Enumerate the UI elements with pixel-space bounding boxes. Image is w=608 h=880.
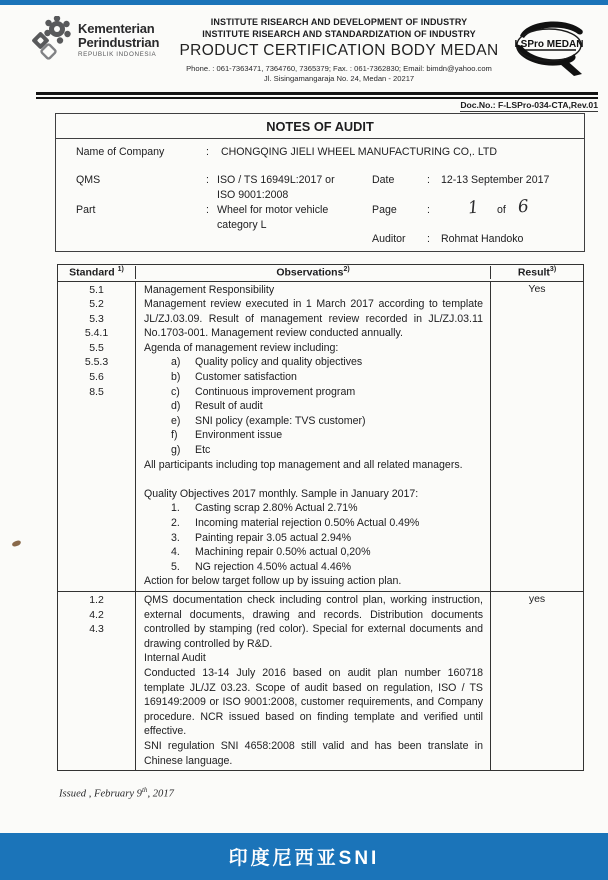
bottom-banner	[0, 833, 608, 880]
page-label: Page	[372, 204, 397, 216]
observations-cell	[135, 282, 491, 591]
objective-item: 1. Casting scrap 2.80% Actual 2.71%	[171, 502, 358, 515]
ministry-line2: Perindustrian	[78, 35, 160, 50]
ministry-logo-block	[30, 12, 170, 69]
auditor-value: Rohmat Handoko	[441, 233, 524, 245]
objective-item: 2. Incoming material rejection 0.50% Actual 0.49%	[171, 517, 420, 529]
date-colon: :	[427, 174, 430, 186]
standard-clauses: 5.1 5.2 5.3 5.4.1 5.5 5.5.3 5.6 8.5	[84, 283, 109, 398]
table-row	[58, 282, 583, 592]
part-value-line1: Wheel for motor vehicle	[217, 204, 329, 216]
header-observations: Observations$^{2)}$	[135, 266, 491, 279]
part-label: Part	[76, 204, 96, 216]
participants-note: All participants including top management and all related managers.	[144, 458, 463, 471]
qms-value-line1: ISO / TS 16949L:2017 or	[217, 174, 335, 186]
institute-line2: INSTITUTE RISEARCH AND STANDARDIZATION OF INDUSTRY	[202, 28, 476, 39]
company-label: Name of Company	[76, 146, 165, 158]
agenda-item: d) Result of audit	[171, 400, 263, 413]
header-result: Result$^{3)}$	[517, 266, 557, 279]
lspro-logo-text: LSPro MEDAN	[514, 39, 584, 50]
company-value: CHONGQING JIELI WHEEL MANUFACTURING CO,. LTD	[221, 146, 498, 158]
lspro-medan-logo-icon	[508, 12, 594, 85]
notes-title: NOTES OF AUDIT	[56, 114, 584, 139]
audit-table	[57, 264, 584, 771]
ministry-name	[78, 16, 159, 58]
ministry-gear-logo-icon	[30, 16, 74, 69]
auditor-label: Auditor	[372, 233, 406, 245]
result-footnote-ref: 3)	[549, 266, 557, 273]
header-divider	[36, 92, 598, 99]
obs-paragraph: Management review executed in 1 March 2017 according to template JL/ZJ.03.09. Result of management review recorded in JL/ZJ.03.11 No.1703-001. Management review conducted annually.	[144, 298, 483, 340]
ordinal-suffix: th	[141, 786, 148, 794]
qms-label: QMS	[76, 174, 101, 186]
standard-clauses: 1.2 4.2 4.3	[89, 593, 104, 636]
objective-item: 5. NG rejection 4.50% actual 4.46%	[171, 560, 352, 573]
part-colon: :	[206, 204, 209, 216]
part-value-line2: category L	[217, 219, 267, 231]
standard-footnote-ref: 1)	[117, 266, 124, 273]
agenda-item: a) Quality policy and quality objectives	[171, 356, 363, 369]
address-line: Jl. Sisingamangaraja No. 24, Medan - 20217	[263, 74, 415, 83]
auditor-colon: :	[427, 233, 430, 245]
objectives-intro: Quality Objectives 2017 monthly. Sample in January 2017:	[144, 487, 419, 500]
agenda-item: c) Continuous improvement program	[171, 385, 356, 398]
page-colon: :	[427, 204, 430, 216]
company-colon: :	[206, 146, 209, 158]
observations-cell	[135, 592, 491, 770]
qms-value-line2: ISO 9001:2008	[217, 189, 289, 201]
institute-titles	[170, 12, 508, 83]
date-value: 12-13 September 2017	[441, 174, 550, 186]
agenda-item: g) Etc	[171, 444, 211, 457]
certification-body-name: PRODUCT CERTIFICATION BODY MEDAN	[179, 42, 499, 59]
ministry-line3: REPUBLIK INDONESIA	[78, 51, 157, 58]
phone-line: Phone. : 061-7363471, 7364760, 7365379; Fax. : 061-7362830; Email: bimdn@yahoo.com	[186, 64, 492, 73]
objective-item: 4. Machining repair 0.50% actual 0,20%	[171, 546, 371, 559]
obs-paragraph: SNI regulation SNI 4658:2008 still valid and has been translate in Chinese language.	[144, 739, 483, 767]
result-cell	[491, 592, 583, 770]
qms-colon: :	[206, 174, 209, 186]
notes-of-audit-box	[55, 113, 585, 252]
obs-paragraph: Conducted 13-14 July 2016 based on audit plan number 160718 template JL/JZ 03.23. Scope of audit based on regulation, ISO / TS 169149:2009 or ISO 9001:2008, customer requirements, and Company procedure. NCR issued based on finding template and verified until effective.	[144, 666, 483, 738]
objective-item: 3. Painting repair 3.05 actual 2.94%	[171, 531, 352, 544]
page-of: of	[497, 204, 506, 216]
agenda-item: b) Customer satisfaction	[171, 371, 297, 384]
obs-title: Management Responsibility	[144, 283, 275, 296]
page-current-handwritten: 1	[466, 197, 480, 219]
page-total-handwritten: 6	[516, 196, 530, 218]
top-blue-strip	[0, 0, 608, 5]
date-label: Date	[372, 174, 395, 186]
blank-line	[144, 472, 483, 487]
result-cell	[491, 282, 583, 591]
result-value: Yes	[528, 282, 546, 295]
observations-footnote-ref: 2)	[343, 266, 350, 273]
ministry-line1: Kementerian	[78, 21, 155, 36]
doc-number: Doc.No.: F-LSPro-034-CTA,Rev.01	[460, 100, 598, 110]
obs-paragraph: QMS documentation check including control plan, working instruction, external documents, drawing and records. Distribution documents controlled by stamping (red color). Special for external documents and drawing controlled by R&D.	[144, 593, 483, 650]
agenda-intro: Agenda of management review including:	[144, 341, 339, 354]
institute-line1: INSTITUTE RISEARCH AND DEVELOPMENT OF INDUSTRY	[210, 17, 468, 27]
result-value: yes	[528, 592, 546, 605]
table-header-row	[58, 265, 583, 282]
obs-subtitle: Internal Audit	[144, 652, 206, 665]
action-note: Action for below target follow up by issuing action plan.	[144, 575, 402, 588]
table-row	[58, 592, 583, 770]
issued-date-line: Issued , February 9th, 2017	[59, 786, 174, 800]
header-standard: Standard $^{1)}$	[69, 266, 124, 279]
letterhead	[30, 12, 594, 85]
banner-text: 印度尼西亚SNI	[228, 848, 380, 869]
scan-artifact	[11, 540, 21, 548]
agenda-item: e) SNI policy (example: TVS customer)	[171, 414, 366, 427]
agenda-item: f) Environment issue	[171, 429, 283, 442]
